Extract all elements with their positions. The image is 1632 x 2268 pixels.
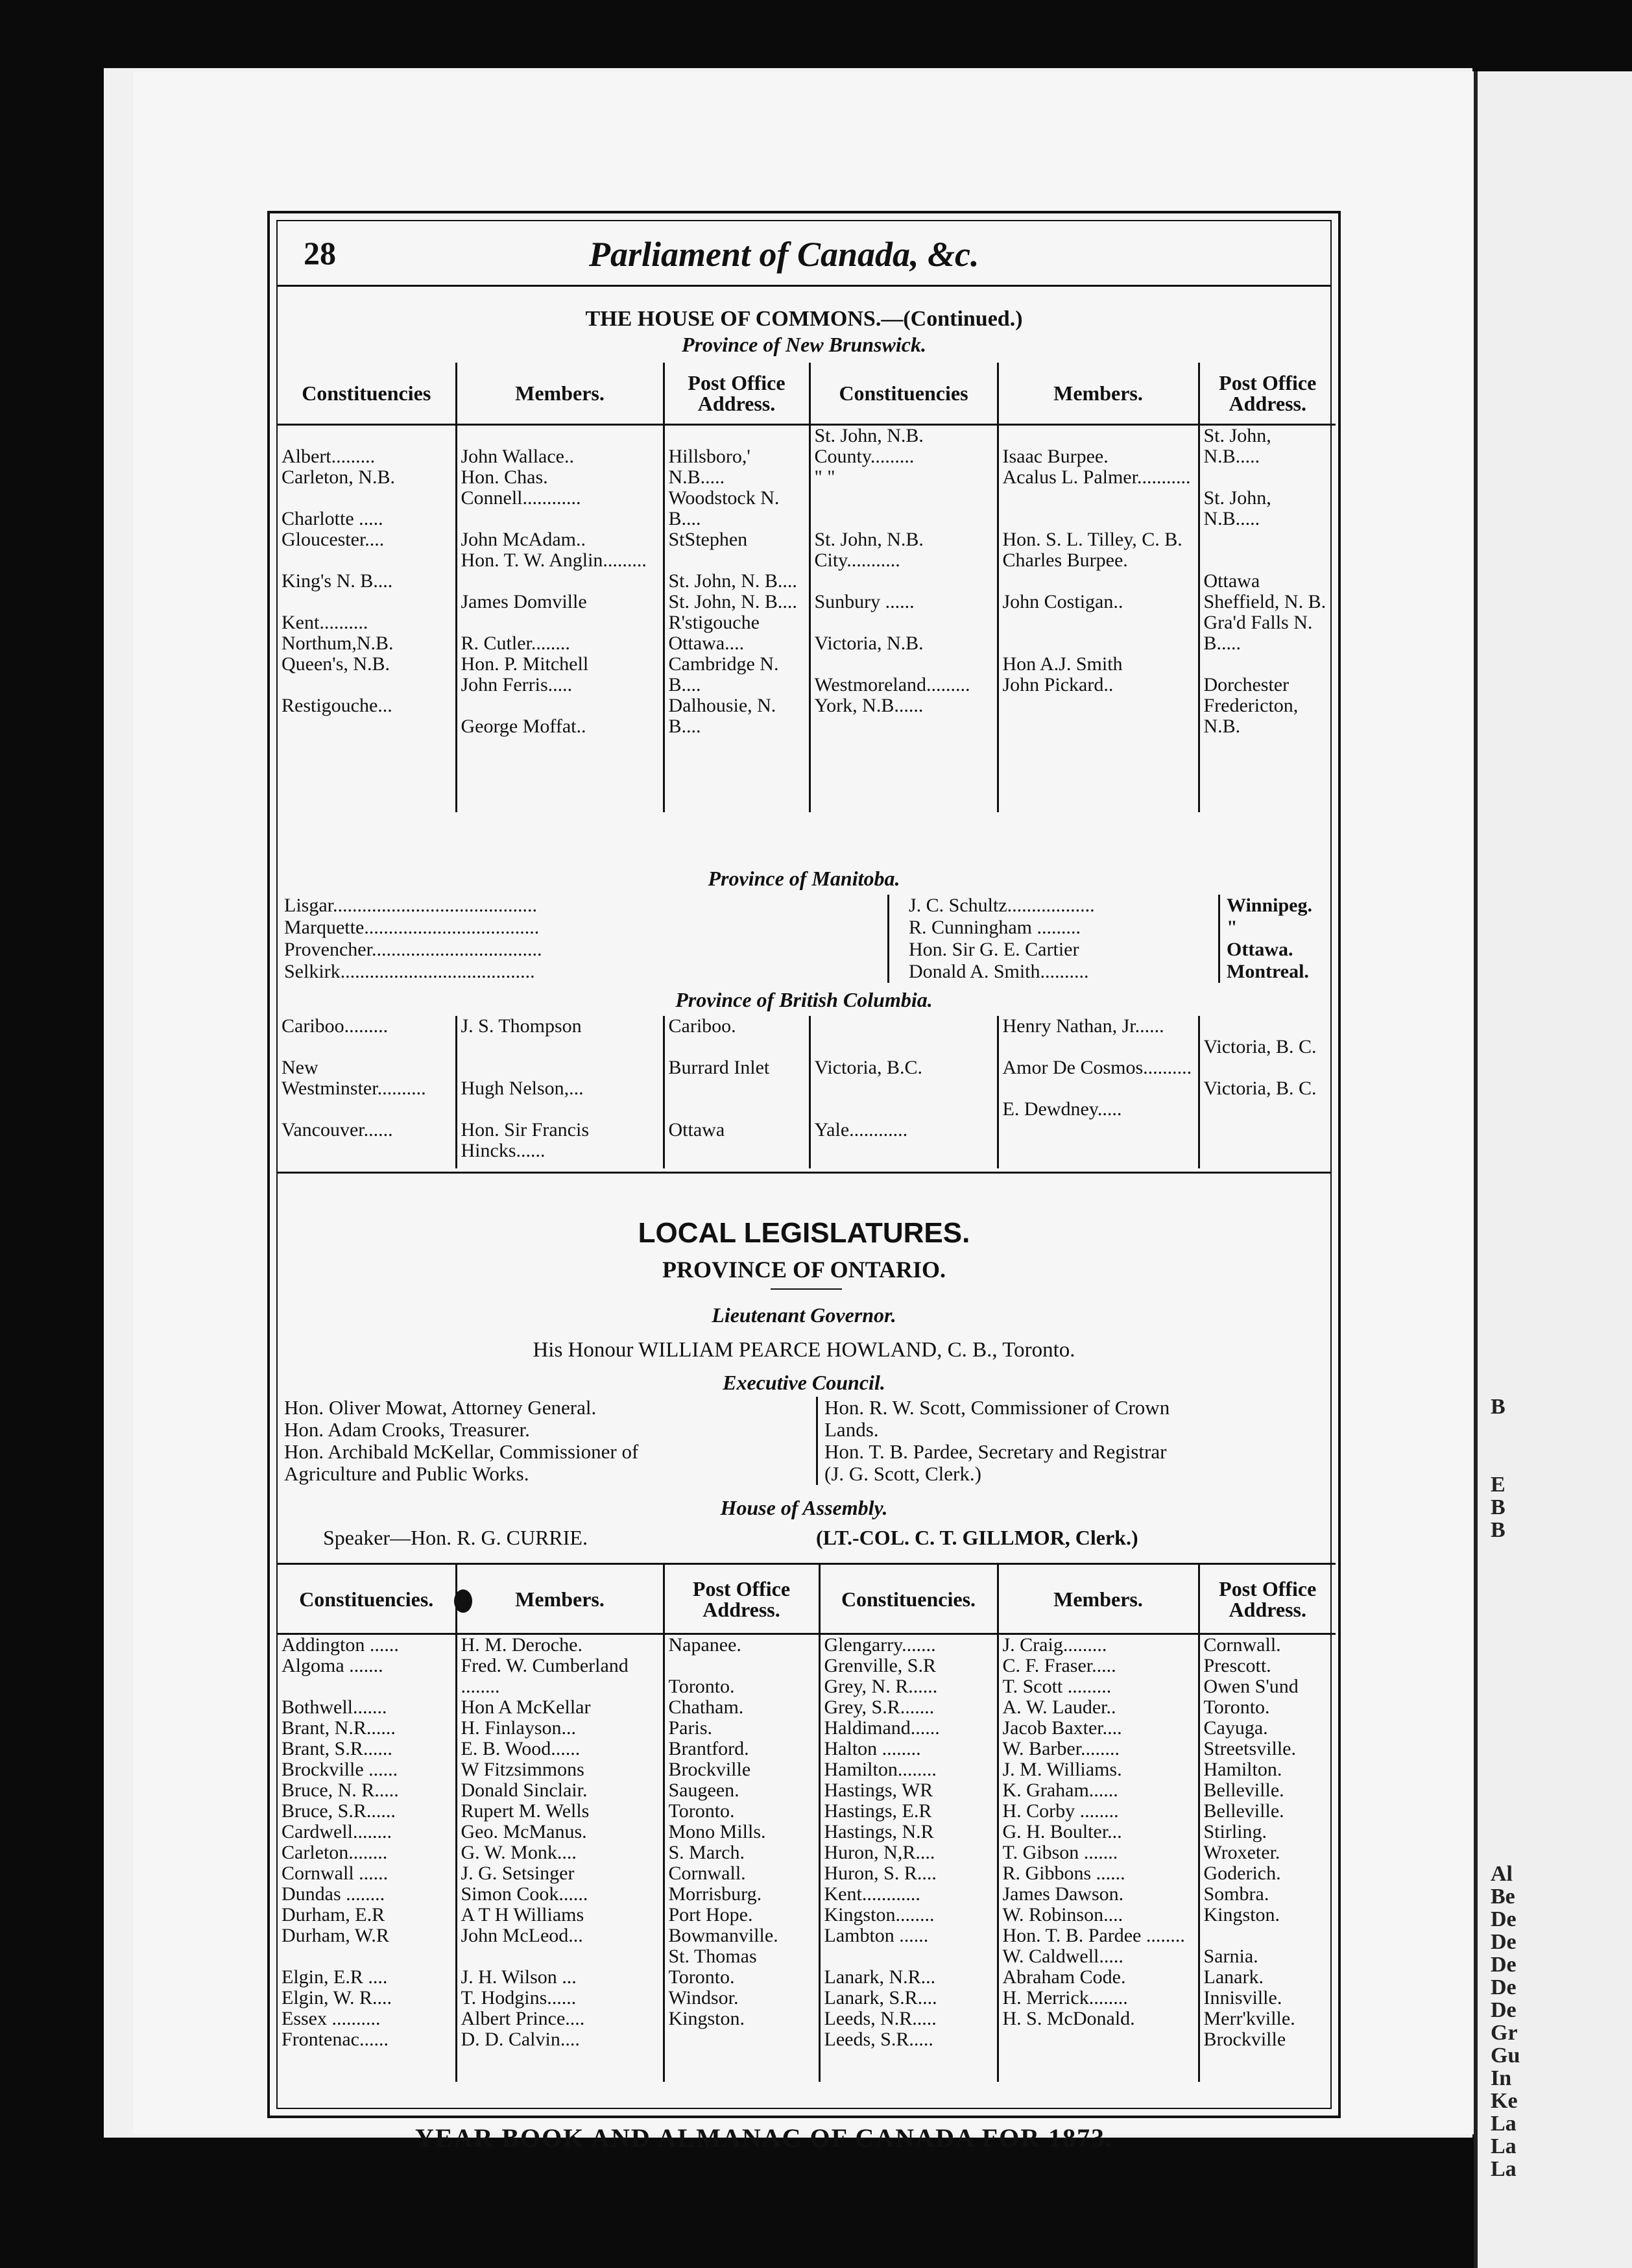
col-header-constituencies: Constituencies <box>810 363 998 424</box>
facing-letter: De <box>1491 1953 1517 1977</box>
section-rule <box>278 1172 1330 1174</box>
facing-letter: De <box>1491 1975 1517 1999</box>
col-header-members: Members. <box>456 363 664 424</box>
facing-letter: La <box>1491 2134 1517 2158</box>
bc-members-2: Henry Nathan, Jr...... Amor De Cosmos.......... E. Dewdney..... <box>998 1016 1199 1168</box>
page-number: 28 <box>304 235 336 271</box>
executive-council-left: Hon. Oliver Mowat, Attorney General. Hon. Adam Crooks, Treasurer. Hon. Archibald McKellar, Commissioner of Agriculture and Public Works. <box>284 1396 639 1485</box>
facing-letter: E <box>1491 1473 1506 1497</box>
col-header-post-office: Post Office Address. <box>664 363 810 424</box>
executive-council-right: Hon. R. W. Scott, Commissioner of Crown Lands. Hon. T. B. Pardee, Secretary and Registrar (J. G. Scott, Clerk.) <box>816 1397 1343 1485</box>
province-title: PROVINCE OF ONTARIO. <box>662 1257 946 1283</box>
ink-blot <box>454 1589 472 1613</box>
manitoba-members: J. C. Schultz.................. R. Cunningham ......... Hon. Sir G. E. Cartier Donald A. Smith.......... <box>887 895 1220 983</box>
facing-letter: Ke <box>1491 2089 1518 2113</box>
facing-letter: La <box>1491 2112 1517 2136</box>
nb-members-2: Isaac Burpee. Acalus L. Palmer........... Hon. S. L. Tilley, C. B. Charles Burpee. John Costigan.. Hon A.J. Smith John Pickard.. <box>998 424 1199 812</box>
running-head: Parliament of Canada, &c. <box>589 235 979 274</box>
facing-letter: B <box>1491 1518 1506 1542</box>
nb-constituencies-2: St. John, N.B. County......... " " St. John, N.B. City........... Sunbury ...... Victoria, N.B. Westmoreland......... York, N.B...... <box>810 424 998 812</box>
ontario-assembly-table <box>278 1563 1336 2082</box>
manitoba-constituencies: Lisgar.......................................... Marquette.................................... Provencher................................... Selkirk........................................ <box>284 895 542 982</box>
lieutenant-governor-name: His Honour WILLIAM PEARCE HOWLAND, C. B., Toronto. <box>533 1338 1075 1362</box>
nb-members: John Wallace.. Hon. Chas. Connell............ John McAdam.. Hon. T. W. Anglin......... James Domville R. Cutler........ Hon. P. Mitchell John Ferris..... George Moffat.. <box>456 424 664 812</box>
facing-letter: Gr <box>1491 2021 1518 2045</box>
col-header-members: Members. <box>998 363 1199 424</box>
facing-letter: La <box>1491 2157 1517 2181</box>
local-legislatures-title: LOCAL LEGISLATURES. <box>638 1217 970 1249</box>
speaker: Speaker—Hon. R. G. CURRIE. <box>323 1526 588 1549</box>
facing-page <box>1474 71 1632 2268</box>
col-header-constituencies: Constituencies. <box>819 1564 998 1634</box>
new-brunswick-title: Province of New Brunswick. <box>682 333 926 356</box>
facing-letter: De <box>1491 1907 1517 1931</box>
facing-letter: Al <box>1491 1862 1513 1886</box>
assembly-clerk: (LT.-COL. C. T. GILLMOR, Clerk.) <box>816 1526 1138 1549</box>
short-rule <box>771 1288 842 1290</box>
ontario-constituencies: Addington ...... Algoma ....... Bothwell....... Brant, N.R...... Brant, S.R...... Brockville ...... Bruce, N. R..... Bruce, S.R...... Cardwell........ Carleton........ Cornwall ...... Dundas ........ Durham, E.R Durham, W.R Elgin, E.R .... Elgin, W. R.... Essex .......... Frontenac...... <box>282 1634 399 2050</box>
col-header-constituencies: Constituencies <box>278 363 456 424</box>
facing-letter: Gu <box>1491 2044 1520 2068</box>
facing-letter: Be <box>1491 1885 1515 1909</box>
ontario-constituencies-2: Glengarry....... Grenville, S.R Grey, N. R...... Grey, S.R....... Haldimand...... Halton ........ Hamilton........ Hastings, WR Hastings, E.R Hastings, N.R Huron, N,R.... Huron, S. R.... Kent............ Kingston........ Lambton ...... Lanark, N.R... Lanark, S.R.... Leeds, N.R..... Leeds, S.R..... <box>819 1634 998 2082</box>
col-header-members: Members. <box>998 1564 1199 1634</box>
facing-letter: B <box>1491 1395 1506 1419</box>
bc-addresses-2: Victoria, B. C. Victoria, B. C. <box>1199 1016 1336 1168</box>
bc-constituencies: Cariboo......... New Westminster.......... Vancouver...... <box>282 1015 426 1140</box>
ontario-members-2: J. Craig......... C. F. Fraser..... T. Scott ......... A. W. Lauder.. Jacob Baxter.... W. Barber........ J. M. Williams. K. Graham...... H. Corby ........ G. H. Boulter... T. Gibson ....... R. Gibbons ...... James Dawson. W. Robinson.... Hon. T. B. Pardee ........ W. Caldwell..... Abraham Code. H. Merrick........ H. S. McDonald. <box>998 1634 1199 2082</box>
bc-table <box>278 1016 1336 1168</box>
col-header-constituencies: Constituencies. <box>278 1564 456 1634</box>
facing-letter: B <box>1491 1495 1506 1519</box>
manitoba-addresses: Winnipeg. " Ottawa. Montreal. <box>1218 895 1344 983</box>
new-brunswick-table <box>278 363 1336 812</box>
ontario-members: H. M. Deroche. Fred. W. Cumberland ........ Hon A McKellar H. Finlayson... E. B. Wood...... W Fitzsimmons Donald Sinclair. Rupert M. Wells Geo. McManus. G. W. Monk.... J. G. Setsinger Simon Cook...... A T H Williams John McLeod... J. H. Wilson ... T. Hodgins...... Albert Prince.... D. D. Calvin.... <box>456 1634 664 2082</box>
executive-council-label: Executive Council. <box>723 1371 885 1394</box>
ontario-addresses-2: Cornwall. Prescott. Owen S'und Toronto. Cayuga. Streetsville. Hamilton. Belleville. Belleville. Stirling. Wroxeter. Goderich. Sombra. Kingston. Sarnia. Lanark. Innisville. Merr'kville. Brockville <box>1199 1634 1336 2082</box>
page-footer: YEAR BOOK AND ALMANAC OF CANADA FOR 1873. <box>415 2123 1114 2153</box>
col-header-members: Members. <box>456 1564 664 1634</box>
page-frame <box>267 211 1341 2118</box>
bc-constituencies-2: Victoria, B.C. Yale............ <box>810 1016 998 1168</box>
assembly-label: House of Assembly. <box>720 1496 888 1519</box>
lieutenant-governor-label: Lieutenant Governor. <box>712 1303 896 1327</box>
inner-frame <box>276 220 1332 2109</box>
ontario-addresses: Napanee. Toronto. Chatham. Paris. Brantford. Brockville Saugeen. Toronto. Mono Mills. S. March. Cornwall. Morrisburg. Port Hope. Bowmanville. St. Thomas Toronto. Windsor. Kingston. <box>664 1634 819 2082</box>
manitoba-title: Province of Manitoba. <box>708 867 900 890</box>
col-header-post-office: Post Office Address. <box>664 1564 819 1634</box>
facing-letter: De <box>1491 1998 1517 2022</box>
bc-title: Province of British Columbia. <box>675 988 933 1011</box>
facing-letter: In <box>1491 2066 1512 2090</box>
commons-title: THE HOUSE OF COMMONS.—(Continued.) <box>585 307 1023 331</box>
bc-addresses: Cariboo. Burrard Inlet Ottawa <box>664 1016 810 1168</box>
nb-addresses: Hillsboro,' N.B..... Woodstock N. B.... StStephen St. John, N. B.... St. John, N. B.... R'stigouche Ottawa.... Cambridge N. B.... Dalhousie, N. B.... <box>664 424 810 812</box>
facing-letter: De <box>1491 1930 1517 1954</box>
nb-addresses-2: St. John, N.B..... St. John, N.B..... Ottawa Sheffield, N. B. Gra'd Falls N. B..... Dorchester Fredericton, N.B. <box>1199 424 1336 812</box>
nb-constituencies: Albert......... Carleton, N.B. Charlotte ..... Gloucester.... King's N. B.... Kent.......... Northum,N.B. Queen's, N.B. Restigouche... <box>282 445 395 716</box>
col-header-post-office: Post Office Address. <box>1199 363 1336 424</box>
bc-members: J. S. Thompson Hugh Nelson,... Hon. Sir Francis Hincks...... <box>456 1016 664 1168</box>
col-header-post-office: Post Office Address. <box>1199 1564 1336 1634</box>
header-rule <box>278 285 1330 287</box>
